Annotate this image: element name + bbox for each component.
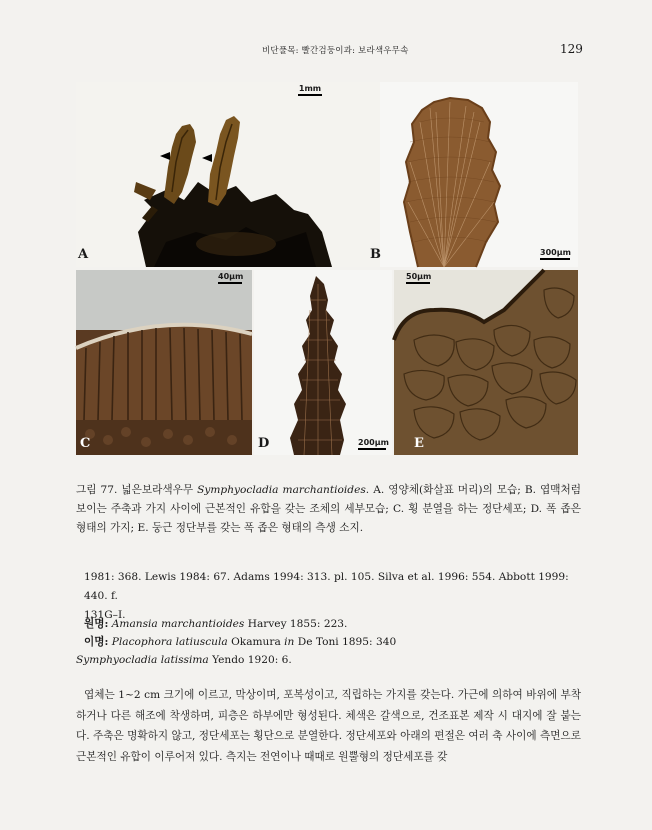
- scalebar-e-label: 50μm: [406, 272, 432, 281]
- scalebar-a: [298, 84, 322, 96]
- synonym-label: 이명:: [84, 636, 109, 648]
- synonym-1-name: Placophora latiuscula: [111, 636, 228, 648]
- caption-species: Symphyocladia marchantioides: [197, 484, 366, 496]
- figure-panel-d: [254, 270, 392, 455]
- panel-letter-b: B: [370, 247, 381, 262]
- panel-d-image: [254, 270, 392, 455]
- synonym-1-rest: De Toni 1895: 340: [297, 636, 397, 648]
- basionym-name: Amansia marchantioides: [111, 618, 245, 630]
- figure-caption: [76, 481, 581, 538]
- scalebar-d: [358, 438, 389, 450]
- synonym-1-in: in: [284, 636, 295, 648]
- panel-e-image: [394, 270, 578, 455]
- basionym-label: 원명:: [84, 618, 109, 630]
- figure-panel-e: [394, 270, 578, 455]
- basionym-line: [84, 617, 347, 632]
- panel-letter-e: E: [414, 436, 424, 451]
- basionym-authority: Harvey 1855: 223.: [247, 618, 348, 630]
- description-paragraph: 엽체는 1~2 cm 크기에 이르고, 막상이며, 포복성이고, 직립하는 가지를 갖는다. 가근에 의하여 바위에 부착하거나 다른 해조에 착생하며, 피층은 하부에만 형성된다. 체색은 갈색으로, 건조표본 제작 시 대지에 잘 붙는다. 주축은 명확하지 않고, 정단세포는 횡단으로 분열한다. 정단세포와 아래의 편절은 여러 축 사이에 측면으로 근본적인 유합이 이루어져 있다. 측지는 전연이나 때때로 원뿔형의 정단세포를 갖: [76, 689, 581, 763]
- scalebar-c: [218, 272, 242, 284]
- panel-letter-a: A: [78, 247, 89, 262]
- scalebar-d-label: 200μm: [358, 438, 389, 447]
- scalebar-c-label: 40μm: [218, 272, 244, 281]
- scalebar-a-label: 1mm: [298, 84, 322, 93]
- references-line-2: 131G–I.: [84, 609, 126, 621]
- synonym-line-2: [76, 653, 292, 668]
- scalebar-b: [540, 248, 570, 260]
- synonym-2-authority: Yendo 1920: 6.: [212, 654, 292, 666]
- panel-a-image: [76, 82, 380, 267]
- caption-prefix: 그림 77. 넓은보라색우무: [76, 484, 198, 496]
- panel-letter-d: D: [258, 436, 270, 451]
- references-line-1: 1981: 368. Lewis 1984: 67. Adams 1994: 313. pl. 105. Silva et al. 1996: 554. Abbott 1999: 440. f.: [84, 571, 569, 602]
- running-title: 비단풀목: 빨간검둥이과: 보라색우무속: [262, 46, 409, 56]
- synonym-2-name: Symphyocladia latissima: [76, 654, 209, 666]
- panel-c-image: [76, 270, 252, 455]
- figure-panel-c: [76, 270, 252, 455]
- scalebar-b-label: 300μm: [540, 248, 571, 257]
- synonym-line-1: [84, 635, 396, 650]
- figure-panel-a: [76, 82, 380, 267]
- caption-text: . A. 영양체(화살표 머리)의 모습; B. 엽맥처럼 보이는 주축과 가지 사이에 근본적인 유합을 갖는 조체의 세부모습; C. 횡 분열을 하는 정단세포; D. 폭 좁은 형태의 가지; E. 둥근 정단부를 갖는 폭 좁은 형태의 측생 소지.: [76, 484, 581, 534]
- figure-panel-b: [370, 82, 578, 267]
- panel-letter-c: C: [80, 436, 91, 451]
- page-number: 129: [560, 42, 583, 56]
- synonym-1-author: Okamura: [231, 636, 281, 648]
- scalebar-e: [406, 272, 430, 284]
- panel-b-image: [380, 82, 578, 267]
